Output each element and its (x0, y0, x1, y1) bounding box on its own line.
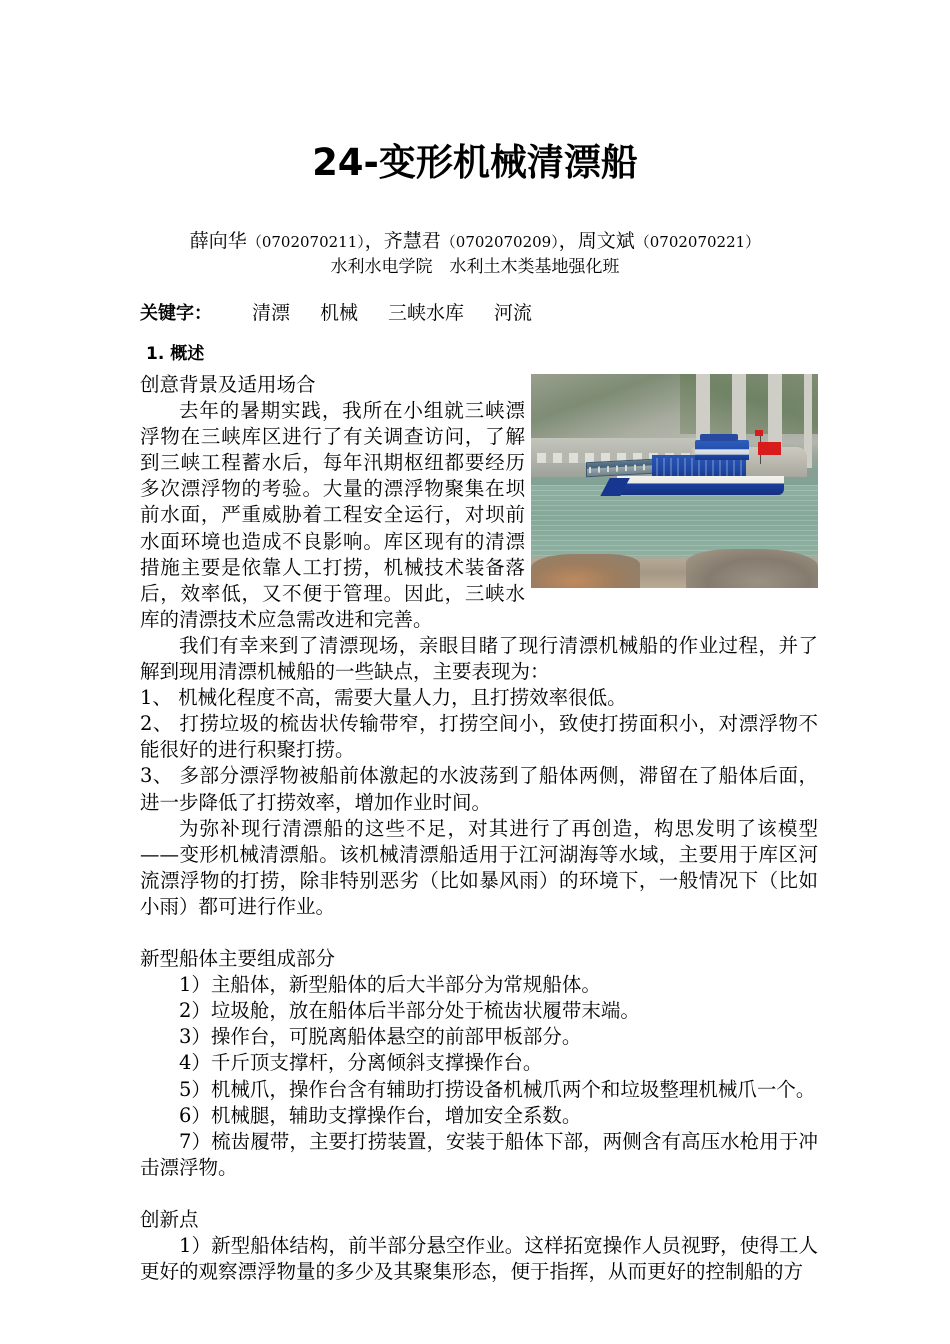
boat-cabin (695, 440, 750, 459)
hillside-left (531, 374, 703, 447)
boat-cabin-roof (700, 434, 737, 441)
component-item-7: 7）梳齿履带，主要打捞装置，安装于船体下部，两侧含有高压水枪用于冲击漂浮物。 (140, 1129, 818, 1179)
author-name-3: 周文斌 (577, 230, 635, 252)
china-flag-icon (758, 442, 781, 455)
component-item-4: 4）千斤顶支撑杆，分离倾斜支撑操作台。 (179, 1051, 543, 1075)
paragraph-invention: 为弥补现行清漂船的这些不足，对其进行了再创造，构思发明了该模型——变形机械清漂船。该机械清漂船适用于江河湖海等水域，主要用于库区河流漂浮物的打捞，除非特别恶劣（比如暴风雨）的环境下，一般情况下（比如小雨）都可进行作业。 (140, 816, 818, 918)
affiliation-line: 水利水电学院 水利土木类基地强化班 (330, 257, 620, 277)
foreground-rocks (531, 554, 818, 588)
page-title: 24-变形机械清漂船 (312, 141, 638, 184)
keyword-1: 清漂 (252, 302, 291, 324)
shortcoming-item-3: 3、 多部分漂浮物被船前体激起的水波荡到了船体两侧，滞留在了船体后面，进一步降低了打捞效率，增加作业时间。 (140, 764, 818, 814)
paragraph-spacer-1 (140, 920, 818, 946)
figure-clearing-boat (531, 374, 818, 588)
author-separator-2: ， (558, 230, 578, 252)
subheading-innovation: 创新点 (140, 1208, 199, 1231)
boat-hull (617, 476, 783, 495)
paragraph-background: 去年的暑期实践，我所在小组就三峡漂浮物在三峡库区进行了有关调查访问，了解到三峡工程蓄水后，每年汛期枢纽都要经历多次漂浮物的考验。大量的漂浮物聚集在坝前水面，严重威胁着工程安全运行，对坝前水面环境也造成不良影响。库区现有的清漂措施主要是依靠人工打捞，机械技术装备落后，效率低，又不便于管理。因此，三峡水库的清漂技术应急需改进和完善。 (140, 399, 525, 631)
author-id-1: （0702070211） (246, 233, 365, 251)
keywords-label: 关键字： (140, 303, 212, 324)
shortcoming-item-2: 2、 打捞垃圾的梳齿状传输带窄，打捞空间小，致使打捞面积小，对漂浮物不能很好的进行积聚打捞。 (140, 712, 818, 762)
flag-top-icon (755, 430, 764, 436)
component-item-5: 5）机械爪，操作台含有辅助打捞设备机械爪两个和垃圾整理机械爪一个。 (179, 1077, 816, 1101)
body-flow-region (140, 372, 818, 1285)
subheading-background: 创意背景及适用场合 (140, 373, 316, 396)
author-name-2: 齐慧君 (383, 230, 441, 252)
keyword-4: 河流 (494, 302, 533, 324)
author-id-2: （0702070209） (440, 233, 559, 251)
shortcoming-item-1: 1、 机械化程度不高，需要大量人力，且打捞效率很低。 (140, 686, 627, 710)
author-id-3: （0702070221） (634, 233, 761, 251)
section-heading-overview: 1. 概述 (146, 344, 205, 364)
photo-image (531, 374, 818, 588)
component-item-2: 2）垃圾舱，放在船体后半部分处于梳齿状履带末端。 (179, 999, 640, 1023)
keyword-2: 机械 (320, 302, 359, 324)
keyword-3: 三峡水库 (388, 302, 465, 324)
keywords-row (140, 300, 840, 327)
innovation-item-1: 1）新型船体结构，前半部分悬空作业。这样拓宽操作人员视野，使得工人更好的观察漂浮物量的多少及其聚集形态，便于指挥，从而更好的控制船的方 (140, 1234, 818, 1284)
subheading-components: 新型船体主要组成部分 (140, 947, 336, 971)
author-name-1: 薛向华 (189, 230, 247, 252)
paragraph-spacer-2 (140, 1181, 818, 1207)
component-item-6: 6）机械腿，辅助支撑操作台，增加安全系数。 (179, 1103, 582, 1127)
author-line (0, 228, 950, 255)
author-separator-1: ， (364, 230, 384, 252)
component-item-1: 1）主船体，新型船体的后大半部分为常规船体。 (179, 973, 601, 997)
component-item-3: 3）操作台，可脱离船体悬空的前部甲板部分。 (179, 1025, 582, 1049)
paragraph-site-visit: 我们有幸来到了清漂现场，亲眼目睹了现行清漂机械船的作业过程，并了解到现用清漂机械船的一些缺点，主要表现为： (140, 633, 818, 684)
